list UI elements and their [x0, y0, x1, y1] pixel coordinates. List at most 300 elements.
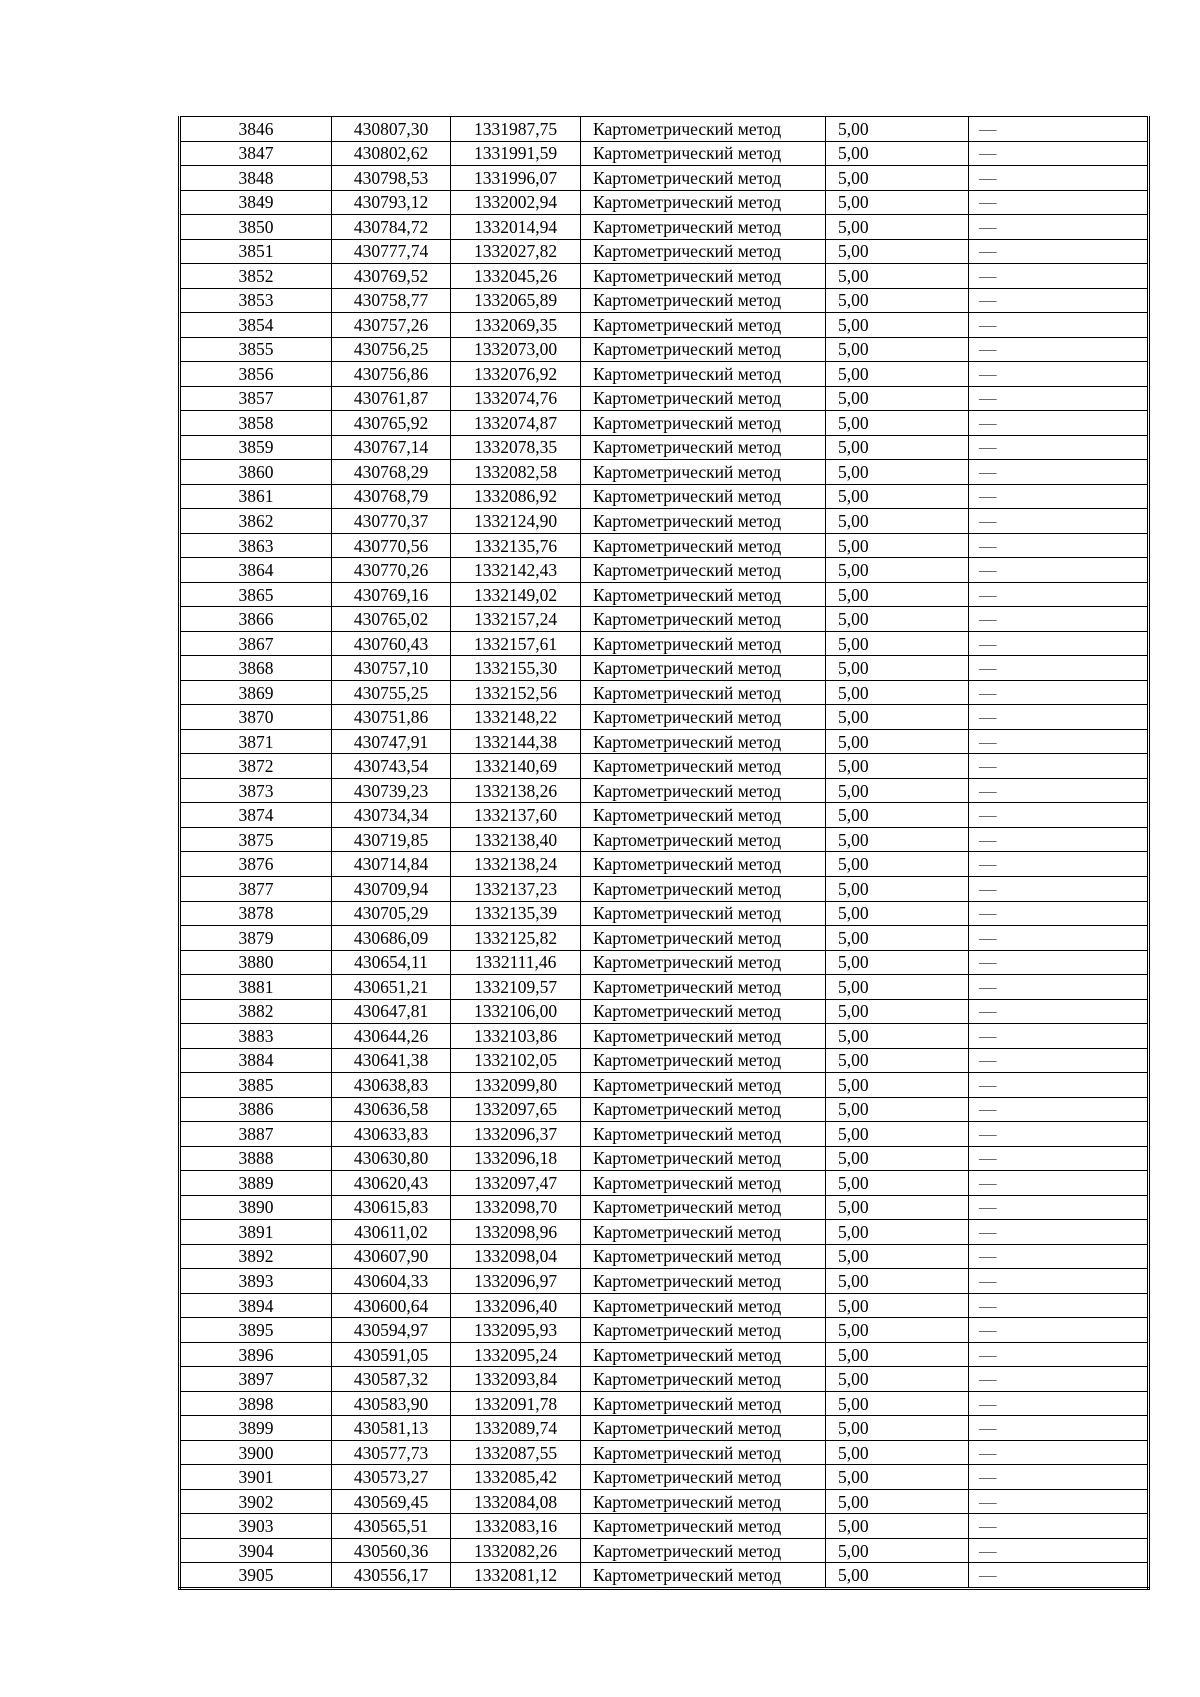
method-cell: Картометрический метод	[581, 533, 826, 558]
note-cell: —	[969, 582, 1149, 607]
point-number-cell: 3888	[180, 1146, 332, 1171]
note-cell: —	[969, 926, 1149, 951]
x-coordinate-cell: 430591,05	[332, 1342, 451, 1367]
point-number-cell: 3881	[180, 975, 332, 1000]
point-number-cell: 3903	[180, 1514, 332, 1539]
point-number-cell: 3854	[180, 313, 332, 338]
note-cell: —	[969, 656, 1149, 681]
point-number-cell: 3862	[180, 509, 332, 534]
table-row	[180, 1367, 1149, 1392]
table-row	[180, 141, 1149, 166]
point-number-cell: 3858	[180, 411, 332, 436]
note-cell: —	[969, 1391, 1149, 1416]
x-coordinate-cell: 430705,29	[332, 901, 451, 926]
y-coordinate-cell: 1332138,24	[451, 852, 581, 877]
note-cell: —	[969, 1073, 1149, 1098]
y-coordinate-cell: 1331987,75	[451, 117, 581, 142]
method-cell: Картометрический метод	[581, 313, 826, 338]
method-cell: Картометрический метод	[581, 1146, 826, 1171]
x-coordinate-cell: 430654,11	[332, 950, 451, 975]
method-cell: Картометрический метод	[581, 1171, 826, 1196]
accuracy-cell: 5,00	[826, 484, 969, 509]
point-number-cell: 3873	[180, 778, 332, 803]
note-cell: —	[969, 509, 1149, 534]
point-number-cell: 3869	[180, 680, 332, 705]
note-cell: —	[969, 1342, 1149, 1367]
point-number-cell: 3882	[180, 999, 332, 1024]
method-cell: Картометрический метод	[581, 1122, 826, 1147]
point-number-cell: 3883	[180, 1024, 332, 1049]
accuracy-cell: 5,00	[826, 754, 969, 779]
accuracy-cell: 5,00	[826, 1097, 969, 1122]
accuracy-cell: 5,00	[826, 926, 969, 951]
point-number-cell: 3866	[180, 607, 332, 632]
x-coordinate-cell: 430739,23	[332, 778, 451, 803]
point-number-cell: 3877	[180, 876, 332, 901]
x-coordinate-cell: 430770,26	[332, 558, 451, 583]
point-number-cell: 3850	[180, 215, 332, 240]
point-number-cell: 3887	[180, 1122, 332, 1147]
coordinates-table-body	[180, 117, 1149, 1589]
table-row	[180, 215, 1149, 240]
accuracy-cell: 5,00	[826, 656, 969, 681]
table-row	[180, 1097, 1149, 1122]
x-coordinate-cell: 430577,73	[332, 1440, 451, 1465]
note-cell: —	[969, 411, 1149, 436]
method-cell: Картометрический метод	[581, 1195, 826, 1220]
accuracy-cell: 5,00	[826, 435, 969, 460]
table-row	[180, 926, 1149, 951]
table-row	[180, 386, 1149, 411]
note-cell: —	[969, 680, 1149, 705]
note-cell: —	[969, 337, 1149, 362]
note-cell: —	[969, 975, 1149, 1000]
point-number-cell: 3857	[180, 386, 332, 411]
x-coordinate-cell: 430798,53	[332, 166, 451, 191]
y-coordinate-cell: 1332027,82	[451, 239, 581, 264]
y-coordinate-cell: 1332098,70	[451, 1195, 581, 1220]
table-row	[180, 313, 1149, 338]
method-cell: Картометрический метод	[581, 558, 826, 583]
y-coordinate-cell: 1332109,57	[451, 975, 581, 1000]
y-coordinate-cell: 1332069,35	[451, 313, 581, 338]
method-cell: Картометрический метод	[581, 876, 826, 901]
y-coordinate-cell: 1332103,86	[451, 1024, 581, 1049]
note-cell: —	[969, 631, 1149, 656]
accuracy-cell: 5,00	[826, 558, 969, 583]
note-cell: —	[969, 166, 1149, 191]
note-cell: —	[969, 1465, 1149, 1490]
point-number-cell: 3886	[180, 1097, 332, 1122]
point-number-cell: 3889	[180, 1171, 332, 1196]
table-row	[180, 509, 1149, 534]
x-coordinate-cell: 430751,86	[332, 705, 451, 730]
x-coordinate-cell: 430583,90	[332, 1391, 451, 1416]
method-cell: Картометрический метод	[581, 435, 826, 460]
point-number-cell: 3890	[180, 1195, 332, 1220]
note-cell: —	[969, 1097, 1149, 1122]
method-cell: Картометрический метод	[581, 1269, 826, 1294]
accuracy-cell: 5,00	[826, 1024, 969, 1049]
point-number-cell: 3852	[180, 264, 332, 289]
y-coordinate-cell: 1332014,94	[451, 215, 581, 240]
note-cell: —	[969, 1024, 1149, 1049]
table-row	[180, 631, 1149, 656]
point-number-cell: 3848	[180, 166, 332, 191]
point-number-cell: 3892	[180, 1244, 332, 1269]
note-cell: —	[969, 1563, 1149, 1589]
note-cell: —	[969, 754, 1149, 779]
accuracy-cell: 5,00	[826, 729, 969, 754]
table-row	[180, 1538, 1149, 1563]
x-coordinate-cell: 430761,87	[332, 386, 451, 411]
accuracy-cell: 5,00	[826, 1146, 969, 1171]
note-cell: —	[969, 1220, 1149, 1245]
y-coordinate-cell: 1331991,59	[451, 141, 581, 166]
x-coordinate-cell: 430714,84	[332, 852, 451, 877]
accuracy-cell: 5,00	[826, 313, 969, 338]
y-coordinate-cell: 1332065,89	[451, 288, 581, 313]
accuracy-cell: 5,00	[826, 288, 969, 313]
accuracy-cell: 5,00	[826, 680, 969, 705]
note-cell: —	[969, 950, 1149, 975]
x-coordinate-cell: 430594,97	[332, 1318, 451, 1343]
note-cell: —	[969, 313, 1149, 338]
x-coordinate-cell: 430784,72	[332, 215, 451, 240]
x-coordinate-cell: 430647,81	[332, 999, 451, 1024]
table-row	[180, 190, 1149, 215]
point-number-cell: 3898	[180, 1391, 332, 1416]
x-coordinate-cell: 430756,86	[332, 362, 451, 387]
table-row	[180, 754, 1149, 779]
accuracy-cell: 5,00	[826, 362, 969, 387]
accuracy-cell: 5,00	[826, 190, 969, 215]
x-coordinate-cell: 430651,21	[332, 975, 451, 1000]
table-row	[180, 705, 1149, 730]
x-coordinate-cell: 430565,51	[332, 1514, 451, 1539]
x-coordinate-cell: 430607,90	[332, 1244, 451, 1269]
table-row	[180, 1465, 1149, 1490]
note-cell: —	[969, 558, 1149, 583]
table-row	[180, 1269, 1149, 1294]
y-coordinate-cell: 1332140,69	[451, 754, 581, 779]
table-row	[180, 1073, 1149, 1098]
point-number-cell: 3871	[180, 729, 332, 754]
accuracy-cell: 5,00	[826, 1244, 969, 1269]
x-coordinate-cell: 430802,62	[332, 141, 451, 166]
method-cell: Картометрический метод	[581, 607, 826, 632]
method-cell: Картометрический метод	[581, 656, 826, 681]
point-number-cell: 3901	[180, 1465, 332, 1490]
accuracy-cell: 5,00	[826, 999, 969, 1024]
accuracy-cell: 5,00	[826, 1514, 969, 1539]
x-coordinate-cell: 430768,79	[332, 484, 451, 509]
point-number-cell: 3894	[180, 1293, 332, 1318]
table-row	[180, 117, 1149, 142]
table-row	[180, 1514, 1149, 1539]
y-coordinate-cell: 1332085,42	[451, 1465, 581, 1490]
method-cell: Картометрический метод	[581, 264, 826, 289]
accuracy-cell: 5,00	[826, 1489, 969, 1514]
y-coordinate-cell: 1332091,78	[451, 1391, 581, 1416]
x-coordinate-cell: 430556,17	[332, 1563, 451, 1589]
y-coordinate-cell: 1332082,26	[451, 1538, 581, 1563]
x-coordinate-cell: 430615,83	[332, 1195, 451, 1220]
method-cell: Картометрический метод	[581, 288, 826, 313]
method-cell: Картометрический метод	[581, 999, 826, 1024]
method-cell: Картометрический метод	[581, 1416, 826, 1441]
y-coordinate-cell: 1332089,74	[451, 1416, 581, 1441]
x-coordinate-cell: 430768,29	[332, 460, 451, 485]
table-row	[180, 1220, 1149, 1245]
accuracy-cell: 5,00	[826, 1269, 969, 1294]
accuracy-cell: 5,00	[826, 901, 969, 926]
x-coordinate-cell: 430807,30	[332, 117, 451, 142]
method-cell: Картометрический метод	[581, 386, 826, 411]
point-number-cell: 3897	[180, 1367, 332, 1392]
y-coordinate-cell: 1332137,60	[451, 803, 581, 828]
note-cell: —	[969, 288, 1149, 313]
accuracy-cell: 5,00	[826, 705, 969, 730]
method-cell: Картометрический метод	[581, 1465, 826, 1490]
y-coordinate-cell: 1332096,40	[451, 1293, 581, 1318]
accuracy-cell: 5,00	[826, 1416, 969, 1441]
x-coordinate-cell: 430777,74	[332, 239, 451, 264]
x-coordinate-cell: 430709,94	[332, 876, 451, 901]
note-cell: —	[969, 1489, 1149, 1514]
note-cell: —	[969, 484, 1149, 509]
y-coordinate-cell: 1332102,05	[451, 1048, 581, 1073]
table-row	[180, 950, 1149, 975]
table-row	[180, 656, 1149, 681]
method-cell: Картометрический метод	[581, 362, 826, 387]
y-coordinate-cell: 1332078,35	[451, 435, 581, 460]
accuracy-cell: 5,00	[826, 1195, 969, 1220]
method-cell: Картометрический метод	[581, 1073, 826, 1098]
accuracy-cell: 5,00	[826, 1342, 969, 1367]
x-coordinate-cell: 430757,26	[332, 313, 451, 338]
note-cell: —	[969, 460, 1149, 485]
note-cell: —	[969, 1416, 1149, 1441]
y-coordinate-cell: 1332082,58	[451, 460, 581, 485]
table-row	[180, 803, 1149, 828]
accuracy-cell: 5,00	[826, 852, 969, 877]
method-cell: Картометрический метод	[581, 1514, 826, 1539]
x-coordinate-cell: 430770,56	[332, 533, 451, 558]
note-cell: —	[969, 1122, 1149, 1147]
point-number-cell: 3896	[180, 1342, 332, 1367]
table-row	[180, 435, 1149, 460]
note-cell: —	[969, 215, 1149, 240]
method-cell: Картометрический метод	[581, 460, 826, 485]
y-coordinate-cell: 1332098,04	[451, 1244, 581, 1269]
x-coordinate-cell: 430620,43	[332, 1171, 451, 1196]
table-row	[180, 729, 1149, 754]
point-number-cell: 3846	[180, 117, 332, 142]
method-cell: Картометрический метод	[581, 509, 826, 534]
x-coordinate-cell: 430587,32	[332, 1367, 451, 1392]
point-number-cell: 3875	[180, 827, 332, 852]
method-cell: Картометрический метод	[581, 1293, 826, 1318]
method-cell: Картометрический метод	[581, 729, 826, 754]
y-coordinate-cell: 1332149,02	[451, 582, 581, 607]
y-coordinate-cell: 1331996,07	[451, 166, 581, 191]
accuracy-cell: 5,00	[826, 803, 969, 828]
y-coordinate-cell: 1332096,97	[451, 1269, 581, 1294]
point-number-cell: 3856	[180, 362, 332, 387]
point-number-cell: 3847	[180, 141, 332, 166]
method-cell: Картометрический метод	[581, 852, 826, 877]
accuracy-cell: 5,00	[826, 141, 969, 166]
method-cell: Картометрический метод	[581, 1367, 826, 1392]
x-coordinate-cell: 430719,85	[332, 827, 451, 852]
note-cell: —	[969, 1146, 1149, 1171]
y-coordinate-cell: 1332073,00	[451, 337, 581, 362]
x-coordinate-cell: 430770,37	[332, 509, 451, 534]
y-coordinate-cell: 1332137,23	[451, 876, 581, 901]
note-cell: —	[969, 264, 1149, 289]
method-cell: Картометрический метод	[581, 778, 826, 803]
accuracy-cell: 5,00	[826, 264, 969, 289]
point-number-cell: 3867	[180, 631, 332, 656]
method-cell: Картометрический метод	[581, 1538, 826, 1563]
method-cell: Картометрический метод	[581, 950, 826, 975]
y-coordinate-cell: 1332111,46	[451, 950, 581, 975]
x-coordinate-cell: 430600,64	[332, 1293, 451, 1318]
method-cell: Картометрический метод	[581, 1342, 826, 1367]
x-coordinate-cell: 430793,12	[332, 190, 451, 215]
note-cell: —	[969, 607, 1149, 632]
y-coordinate-cell: 1332074,76	[451, 386, 581, 411]
x-coordinate-cell: 430755,25	[332, 680, 451, 705]
method-cell: Картометрический метод	[581, 141, 826, 166]
table-row	[180, 1171, 1149, 1196]
point-number-cell: 3878	[180, 901, 332, 926]
method-cell: Картометрический метод	[581, 926, 826, 951]
x-coordinate-cell: 430636,58	[332, 1097, 451, 1122]
note-cell: —	[969, 1538, 1149, 1563]
accuracy-cell: 5,00	[826, 1538, 969, 1563]
point-number-cell: 3893	[180, 1269, 332, 1294]
y-coordinate-cell: 1332157,24	[451, 607, 581, 632]
y-coordinate-cell: 1332002,94	[451, 190, 581, 215]
x-coordinate-cell: 430760,43	[332, 631, 451, 656]
x-coordinate-cell: 430641,38	[332, 1048, 451, 1073]
method-cell: Картометрический метод	[581, 1220, 826, 1245]
accuracy-cell: 5,00	[826, 239, 969, 264]
y-coordinate-cell: 1332096,18	[451, 1146, 581, 1171]
x-coordinate-cell: 430756,25	[332, 337, 451, 362]
note-cell: —	[969, 827, 1149, 852]
accuracy-cell: 5,00	[826, 1563, 969, 1589]
x-coordinate-cell: 430734,34	[332, 803, 451, 828]
point-number-cell: 3870	[180, 705, 332, 730]
x-coordinate-cell: 430560,36	[332, 1538, 451, 1563]
x-coordinate-cell: 430604,33	[332, 1269, 451, 1294]
method-cell: Картометрический метод	[581, 1024, 826, 1049]
y-coordinate-cell: 1332084,08	[451, 1489, 581, 1514]
accuracy-cell: 5,00	[826, 1465, 969, 1490]
accuracy-cell: 5,00	[826, 411, 969, 436]
table-row	[180, 1416, 1149, 1441]
y-coordinate-cell: 1332074,87	[451, 411, 581, 436]
accuracy-cell: 5,00	[826, 1440, 969, 1465]
x-coordinate-cell: 430765,92	[332, 411, 451, 436]
point-number-cell: 3859	[180, 435, 332, 460]
note-cell: —	[969, 1195, 1149, 1220]
point-number-cell: 3879	[180, 926, 332, 951]
table-row	[180, 239, 1149, 264]
method-cell: Картометрический метод	[581, 1391, 826, 1416]
method-cell: Картометрический метод	[581, 631, 826, 656]
y-coordinate-cell: 1332142,43	[451, 558, 581, 583]
point-number-cell: 3904	[180, 1538, 332, 1563]
y-coordinate-cell: 1332098,96	[451, 1220, 581, 1245]
point-number-cell: 3876	[180, 852, 332, 877]
method-cell: Картометрический метод	[581, 803, 826, 828]
point-number-cell: 3891	[180, 1220, 332, 1245]
table-row	[180, 1563, 1149, 1589]
y-coordinate-cell: 1332157,61	[451, 631, 581, 656]
x-coordinate-cell: 430757,10	[332, 656, 451, 681]
y-coordinate-cell: 1332097,47	[451, 1171, 581, 1196]
y-coordinate-cell: 1332135,76	[451, 533, 581, 558]
accuracy-cell: 5,00	[826, 1367, 969, 1392]
method-cell: Картометрический метод	[581, 1563, 826, 1589]
x-coordinate-cell: 430611,02	[332, 1220, 451, 1245]
note-cell: —	[969, 386, 1149, 411]
method-cell: Картометрический метод	[581, 1318, 826, 1343]
method-cell: Картометрический метод	[581, 1097, 826, 1122]
y-coordinate-cell: 1332144,38	[451, 729, 581, 754]
table-row	[180, 1440, 1149, 1465]
accuracy-cell: 5,00	[826, 1073, 969, 1098]
method-cell: Картометрический метод	[581, 975, 826, 1000]
method-cell: Картометрический метод	[581, 705, 826, 730]
table-row	[180, 166, 1149, 191]
point-number-cell: 3864	[180, 558, 332, 583]
table-row	[180, 582, 1149, 607]
point-number-cell: 3865	[180, 582, 332, 607]
method-cell: Картометрический метод	[581, 190, 826, 215]
accuracy-cell: 5,00	[826, 166, 969, 191]
accuracy-cell: 5,00	[826, 1122, 969, 1147]
table-row	[180, 1195, 1149, 1220]
table-row	[180, 288, 1149, 313]
method-cell: Картометрический метод	[581, 1489, 826, 1514]
x-coordinate-cell: 430573,27	[332, 1465, 451, 1490]
x-coordinate-cell: 430747,91	[332, 729, 451, 754]
y-coordinate-cell: 1332045,26	[451, 264, 581, 289]
note-cell: —	[969, 1171, 1149, 1196]
table-row	[180, 1489, 1149, 1514]
method-cell: Картометрический метод	[581, 239, 826, 264]
note-cell: —	[969, 852, 1149, 877]
table-row	[180, 533, 1149, 558]
method-cell: Картометрический метод	[581, 117, 826, 142]
method-cell: Картометрический метод	[581, 901, 826, 926]
point-number-cell: 3885	[180, 1073, 332, 1098]
table-row	[180, 460, 1149, 485]
note-cell: —	[969, 901, 1149, 926]
x-coordinate-cell: 430581,13	[332, 1416, 451, 1441]
y-coordinate-cell: 1332076,92	[451, 362, 581, 387]
note-cell: —	[969, 778, 1149, 803]
note-cell: —	[969, 729, 1149, 754]
table-row	[180, 1024, 1149, 1049]
x-coordinate-cell: 430769,52	[332, 264, 451, 289]
accuracy-cell: 5,00	[826, 509, 969, 534]
